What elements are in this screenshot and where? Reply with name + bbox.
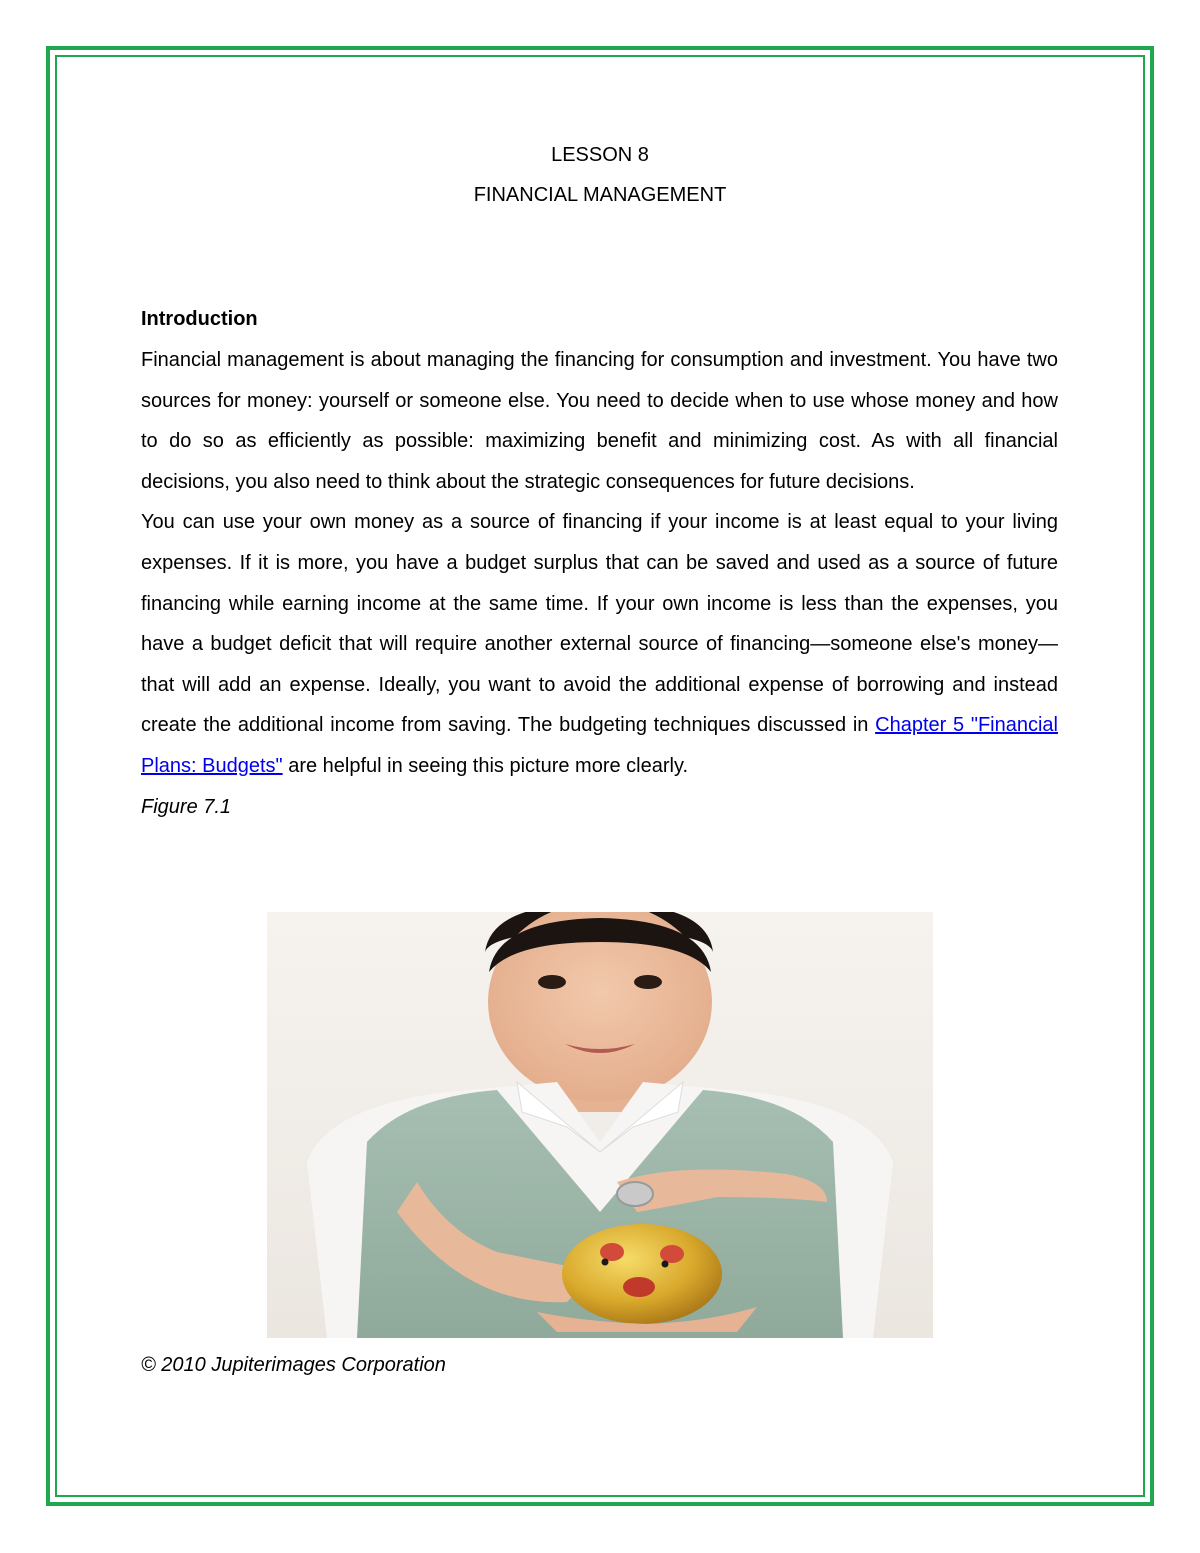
chapter-5-link[interactable]: Chapter 5 "Financial Plans: Budgets" — [141, 714, 1059, 777]
intro-paragraph-2 — [141, 502, 1058, 786]
image-credit: © 2010 Jupiterimages Corporation — [141, 1354, 446, 1376]
intro-paragraph-1: Financial management is about managing the financing for consumption and investment. You have two sources for money: yourself or someone else. You need to decide when to use whose money and how to do so as efficiently as possible: maximizing benefit and minimizing cost. As with all financial decisions, you also need to think about the strategic consequences for future decisions. — [141, 349, 1058, 493]
figure-caption: Figure 7.1 — [141, 795, 232, 818]
paragraph-2-text-start: You can use your own money as a source of financing if your income is at least equal to your living expenses. If it is more, you have a budget surplus that can be saved and used as a source of future financing while earning income at the same time. If your own income is less than the expenses, you have a budget deficit that will require another external source of financing—someone else's money—that will add an expense. Ideally, you want to avoid the additional expense of borrowing and instead create the additional income from saving. The budgeting techniques discussed in — [141, 511, 1058, 737]
paragraph-2-text-end: are helpful in seeing this picture more clearly. — [282, 754, 689, 777]
section-heading-introduction: Introduction — [141, 308, 258, 330]
lesson-number: LESSON 8 — [551, 144, 649, 166]
lesson-content — [141, 305, 1058, 827]
lesson-title: FINANCIAL MANAGEMENT — [473, 184, 727, 206]
figure-photo-woman-piggy-bank — [267, 912, 933, 1338]
